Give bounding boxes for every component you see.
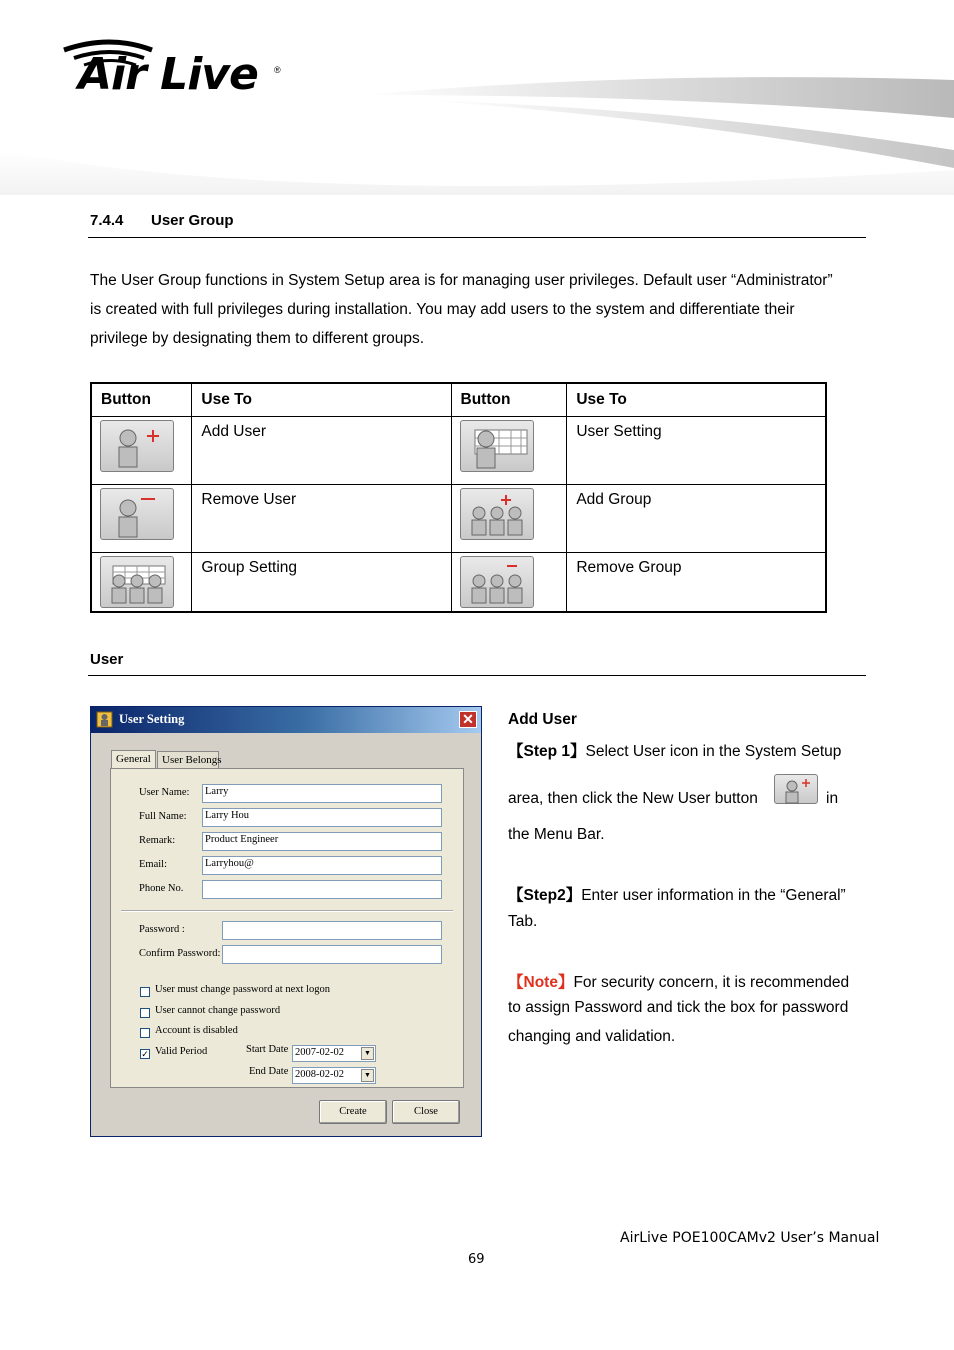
- intro-line-3: privilege by designating them to different groups.: [90, 330, 425, 347]
- remove-group-icon: [460, 556, 534, 608]
- table-header-row: [91, 383, 826, 416]
- must-change-password-checkbox[interactable]: [140, 987, 150, 997]
- step-1-tag: 【Step 1】: [508, 743, 586, 760]
- add-group-icon: [460, 488, 534, 540]
- table-row: [91, 484, 826, 552]
- section-number: 7.4.4: [90, 212, 124, 229]
- tab-user-belongs[interactable]: User Belongs: [157, 751, 219, 769]
- user-setting-cell: [451, 416, 567, 484]
- password-field[interactable]: [222, 921, 442, 940]
- note-tag: 【Note】: [508, 974, 574, 991]
- dialog-title: User Setting: [119, 712, 185, 726]
- must-change-password-label: User must change password at next logon: [155, 984, 330, 995]
- end-date-label: End Date: [249, 1066, 289, 1077]
- group-setting-icon: [100, 556, 174, 608]
- valid-period-checkbox[interactable]: ✓: [141, 1049, 149, 1059]
- intro-line-1: The User Group functions in System Setup area is for managing user privileges. Default user “Administrator”: [90, 272, 833, 289]
- close-button[interactable]: Close: [392, 1100, 460, 1124]
- header-use-to-1: Use To: [192, 383, 451, 416]
- registered-mark: ®: [274, 65, 281, 75]
- valid-period-label: Valid Period: [155, 1046, 208, 1057]
- remark-label: Remark:: [139, 835, 176, 846]
- remove-user-icon: [100, 488, 174, 540]
- dialog-close-icon[interactable]: ✕: [459, 711, 477, 728]
- note-line-a: [508, 970, 849, 992]
- email-label: Email:: [139, 859, 167, 870]
- email-field[interactable]: Larryhou@: [202, 856, 442, 875]
- dialog-title-bar: [91, 707, 481, 733]
- step-1-text-a: Select User icon in the System Setup: [585, 743, 842, 760]
- start-date-field[interactable]: [292, 1045, 376, 1062]
- step-2-text-a: Enter user information in the “General”: [581, 887, 846, 904]
- end-date-value: 2008-02-02: [295, 1069, 344, 1080]
- tab-general[interactable]: General: [111, 750, 156, 769]
- add-group-label: Add Group: [567, 484, 826, 552]
- remove-group-cell: [451, 552, 567, 612]
- note-text-a: For security concern, it is recommended: [573, 974, 850, 991]
- subsection-title: User: [90, 651, 124, 668]
- section-title: User Group: [151, 212, 234, 229]
- new-user-button-icon: [774, 774, 818, 804]
- dialog-app-icon: [96, 711, 113, 728]
- add-user-cell: [91, 416, 192, 484]
- add-group-cell: [451, 484, 567, 552]
- full-name-label: Full Name:: [139, 811, 187, 822]
- page-number: 69: [468, 1252, 485, 1267]
- section-rule: [88, 237, 866, 238]
- add-user-icon: [100, 420, 174, 472]
- group-setting-label: Group Setting: [192, 552, 451, 612]
- step-2-line-a: [508, 883, 846, 905]
- create-button[interactable]: Create: [319, 1100, 387, 1124]
- remove-group-label: Remove Group: [567, 552, 826, 612]
- user-name-label: User Name:: [139, 787, 190, 798]
- end-date-field[interactable]: [292, 1067, 376, 1084]
- start-date-label: Start Date: [246, 1044, 289, 1055]
- phone-label: Phone No.: [139, 883, 184, 894]
- remove-user-label: Remove User: [192, 484, 451, 552]
- cannot-change-password-label: User cannot change password: [155, 1005, 281, 1016]
- table-row: [91, 416, 826, 484]
- step-1-line-a: [508, 739, 841, 761]
- cannot-change-password-checkbox[interactable]: [140, 1008, 150, 1018]
- add-user-label: Add User: [192, 416, 451, 484]
- general-tab-panel: [110, 768, 464, 1088]
- remark-field[interactable]: Product Engineer: [202, 832, 442, 851]
- remove-user-cell: [91, 484, 192, 552]
- note-text-c: changing and validation.: [508, 1028, 676, 1045]
- header-button-1: Button: [91, 383, 192, 416]
- intro-line-2: is created with full privileges during installation. You may add users to the system and differentiate their: [90, 301, 795, 318]
- account-disabled-checkbox[interactable]: [140, 1028, 150, 1038]
- button-table: [90, 382, 827, 613]
- airlive-logo: Air Live: [78, 49, 258, 100]
- user-setting-dialog: [90, 706, 482, 1137]
- step-1-text-d: the Menu Bar.: [508, 826, 605, 843]
- confirm-password-label: Confirm Password:: [139, 948, 221, 959]
- full-name-field[interactable]: Larry Hou: [202, 808, 442, 827]
- group-setting-cell: [91, 552, 192, 612]
- header-button-2: Button: [451, 383, 567, 416]
- end-date-dropdown-icon[interactable]: ▼: [361, 1069, 374, 1082]
- phone-field[interactable]: [202, 880, 442, 899]
- table-row: [91, 552, 826, 612]
- header-use-to-2: Use To: [567, 383, 826, 416]
- user-name-field[interactable]: Larry: [202, 784, 442, 803]
- subsection-rule: [88, 675, 866, 676]
- divider: [121, 910, 453, 912]
- step-1-text-b: area, then click the New User button: [508, 790, 758, 807]
- step-2-text-b: Tab.: [508, 913, 538, 930]
- user-setting-label: User Setting: [567, 416, 826, 484]
- step-1-text-c: in: [826, 790, 839, 807]
- password-label: Password :: [139, 924, 185, 935]
- start-date-dropdown-icon[interactable]: ▼: [361, 1047, 374, 1060]
- step-2-tag: 【Step2】: [508, 887, 582, 904]
- account-disabled-label: Account is disabled: [155, 1025, 238, 1036]
- footer-manual-title: AirLive POE100CAMv2 User’s Manual: [620, 1230, 880, 1246]
- start-date-value: 2007-02-02: [295, 1047, 344, 1058]
- add-user-heading: Add User: [508, 711, 577, 728]
- note-text-b: to assign Password and tick the box for password: [508, 999, 849, 1016]
- user-setting-icon: [460, 420, 534, 472]
- confirm-password-field[interactable]: [222, 945, 442, 964]
